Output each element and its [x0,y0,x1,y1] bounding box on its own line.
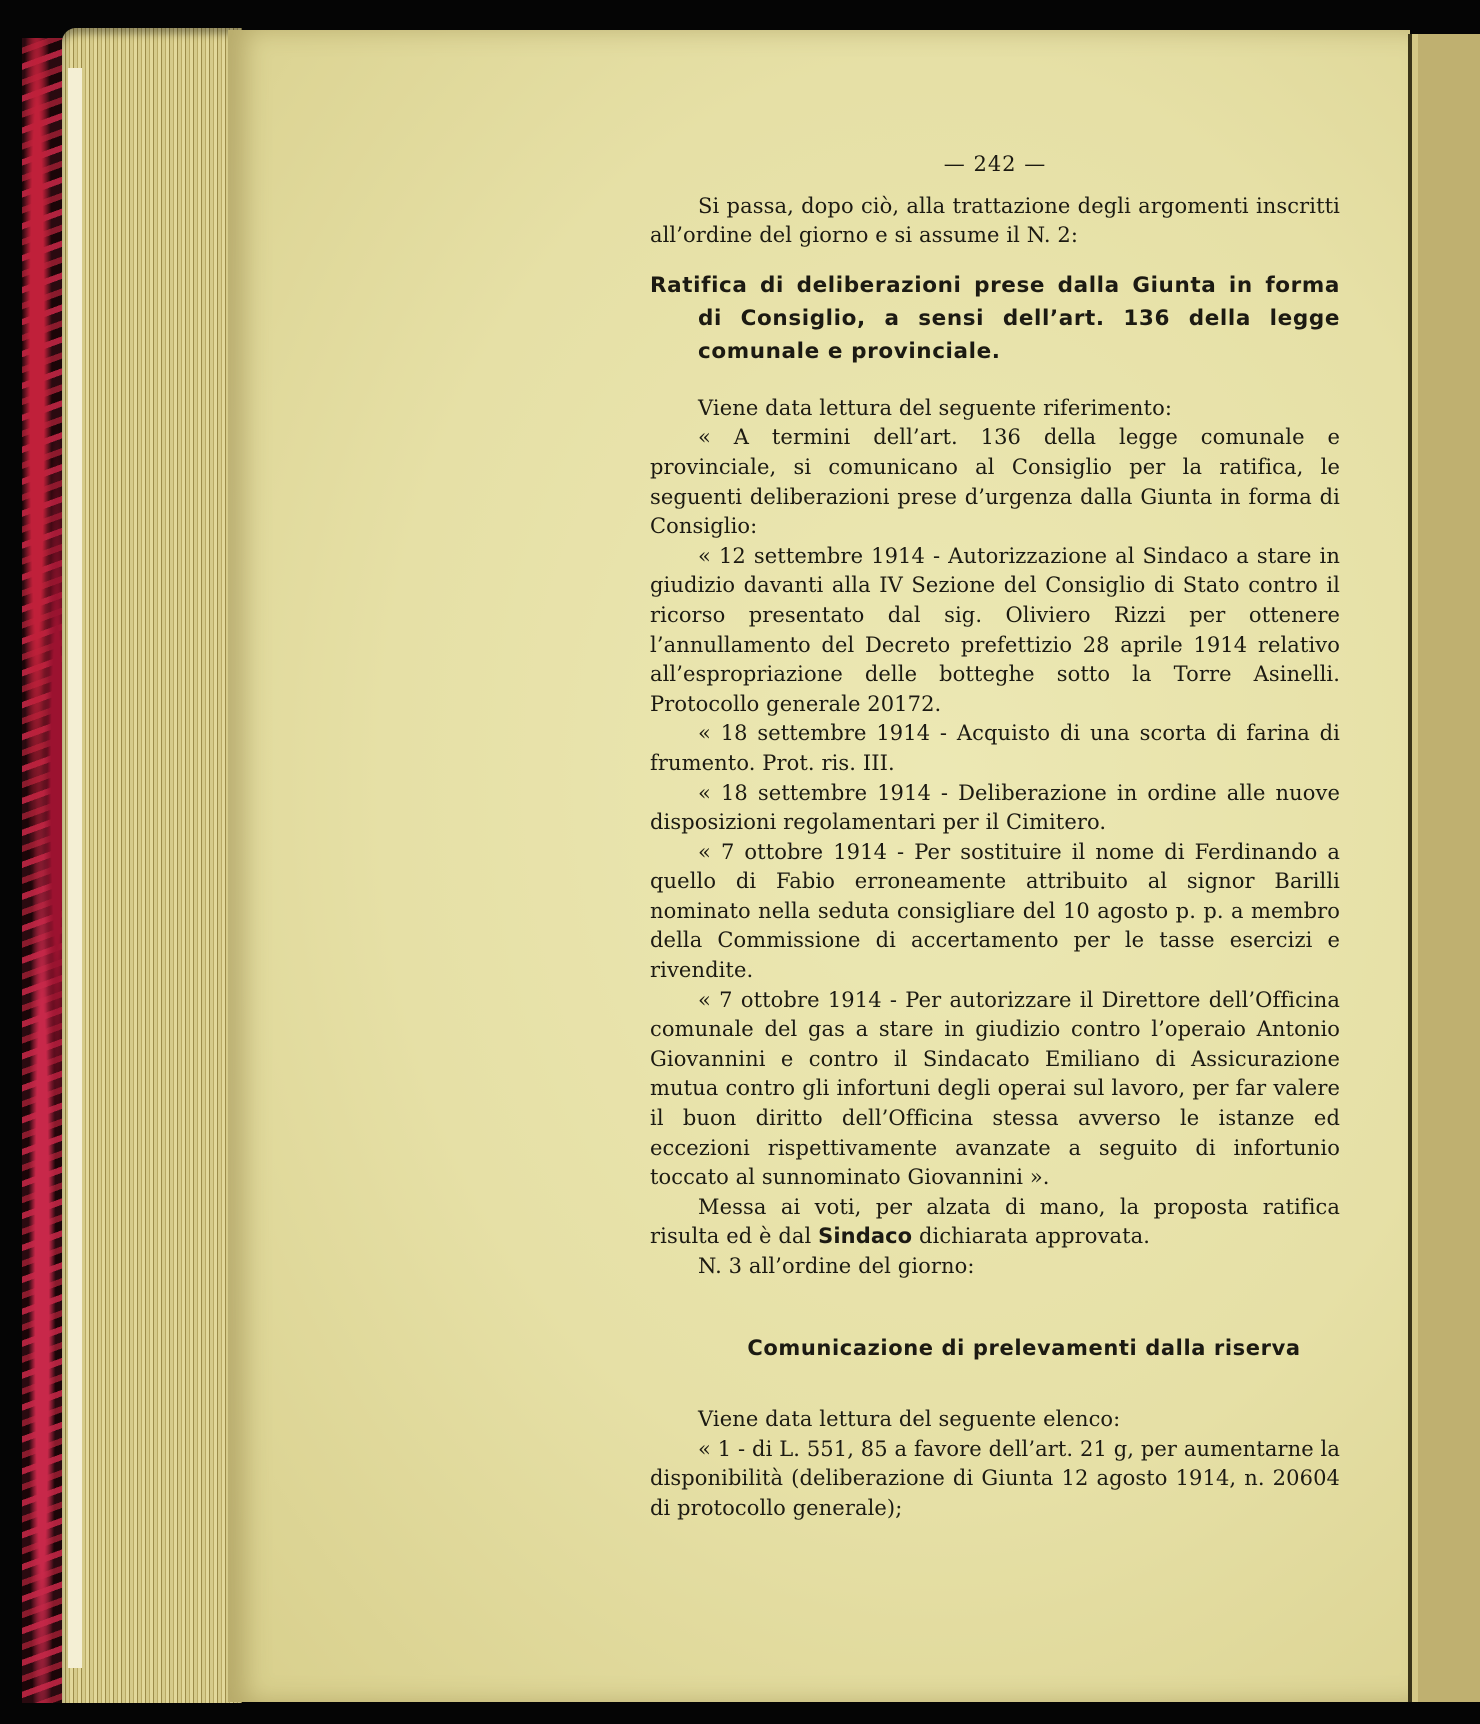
section-heading-prelevamenti: Comunicazione di prelevamenti dalla riserva [747,1335,1301,1360]
section-heading-ratifica: Ratifica di deliberazioni prese dalla Giunta in forma di Consiglio, a sensi dell’art. 136 della legge comunale e provinciale. [650,272,1340,364]
paragraph-deliberazione-5: « 7 ottobre 1914 - Per autorizzare il Direttore dell’Officina comunale del gas a stare in giudizio contro l’operaio Antonio Giovannini e contro il Sindacato Emiliano di Assicurazione mutua contro gli infortuni degli operai sul lavoro, per far valere il buon diritto dell’Officina stessa avverso le istanze ed eccezioni rispettivamente avanzate a seguito di infortunio toccato al sunnominato Giovannini ». [650,987,1340,1190]
vote-speaker: Sindaco [818,1224,913,1249]
page-edges [62,28,242,1703]
intro-paragraph: Si passa, dopo ciò, alla trattazione degli argomenti inscritti all’ordine del giorno e si assume il N. 2: [650,193,1340,248]
book-binding-edge [1408,34,1480,1702]
paragraph-deliberazione-2: « 18 settembre 1914 - Acquisto di una scorta di farina di frumento. Prot. ris. III. [650,721,1340,775]
paragraph-deliberazione-4: « 7 ottobre 1914 - Per sostituire il nome di Ferdinando a quello di Fabio erroneamente attribuito al signor Barilli nominato nella seduta consigliare del 10 agosto p. p. a membro della Commissione di accertamento per le tasse esercizi e rivendite. [650,839,1340,983]
paragraph-deliberazione-3: « 18 settembre 1914 - Deliberazione in ordine alle nuove disposizioni regolamentari per il Cimitero. [650,780,1340,835]
page-text [650,150,1340,1524]
vote-text-before: Messa ai voti, per alzata di mano, la proposta ratifica risulta ed è dal [650,1194,1340,1249]
page-number: — 242 — [943,152,1047,176]
paragraph-elenco: Viene data lettura del seguente elenco: [698,1407,1121,1432]
vote-text-after: dichiarata approvata. [912,1224,1151,1249]
paragraph-agenda-3: N. 3 all’ordine del giorno: [698,1254,975,1278]
paragraph-item-1: « 1 - di L. 551, 85 a favore dell’art. 21 g, per aumentarne la disponibilità (deliberazione di Giunta 12 agosto 1914, n. 20604 di protocollo generale); [650,1436,1340,1520]
paragraph-riferimento: Viene data lettura del seguente riferimento: [698,395,1173,420]
paragraph-termini: « A termini dell’art. 136 della legge comunale e provinciale, si comunicano al Consiglio per la ratifica, le seguenti deliberazioni prese d’urgenza dalla Giunta in forma di Consiglio: [650,425,1340,539]
paragraph-vote [650,1193,1340,1252]
paragraph-deliberazione-1: « 12 settembre 1914 - Autorizzazione al Sindaco a stare in giudizio davanti alla IV Sezione del Consiglio di Stato contro il ricorso presentato dal sig. Oliviero Rizzi per ottenere l’annullamento del Decreto prefettizio 28 aprile 1914 relativo all’espropriazione delle botteghe sotto la Torre Asinelli. Protocollo generale 20172. [650,543,1340,716]
